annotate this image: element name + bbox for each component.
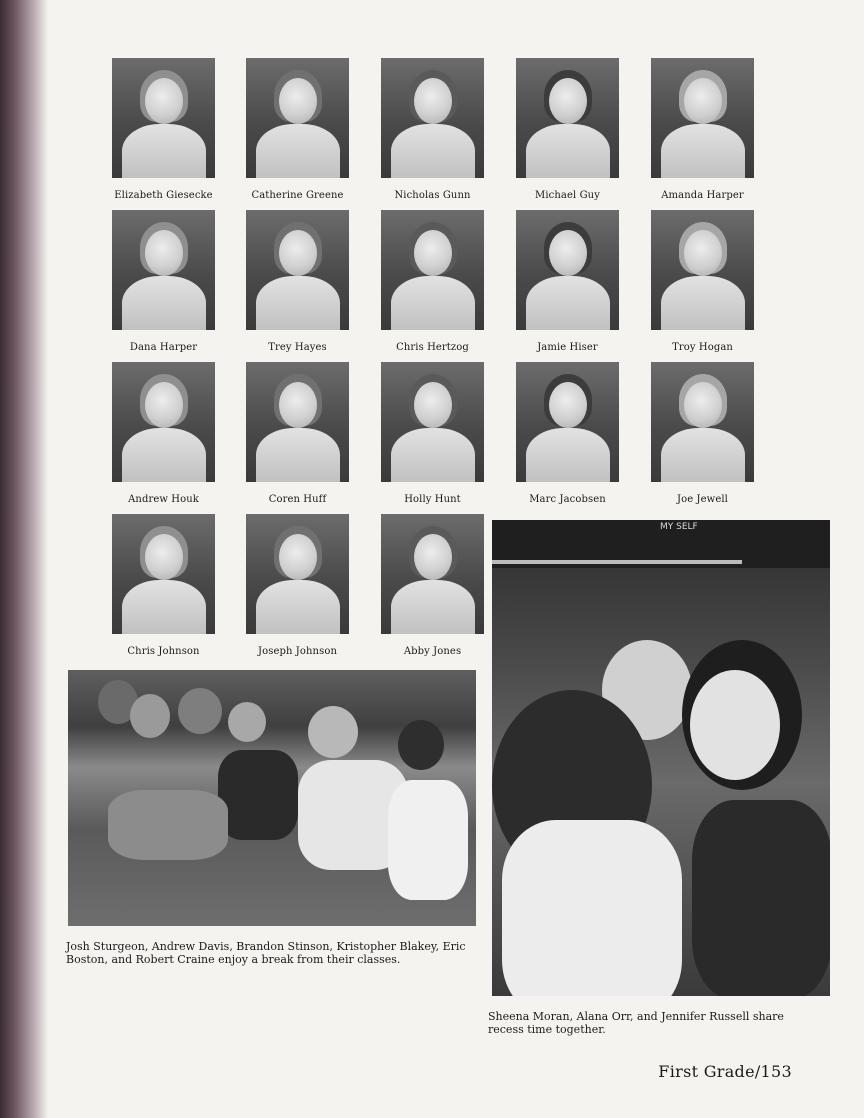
page-folio: First Grade/153 [658,1062,792,1081]
student-name: Elizabeth Giesecke [114,190,213,201]
portrait-photo [246,210,349,330]
student-name: Jamie Hiser [537,342,598,353]
portrait-photo [246,514,349,634]
portrait-photo [381,362,484,482]
recess-photo [492,520,830,996]
portrait-photo [246,58,349,178]
student-name: Abby Jones [403,646,462,657]
student-name: Coren Huff [268,494,327,505]
portrait-photo [112,210,215,330]
student-name: Joe Jewell [677,494,728,505]
student-name: Chris Hertzog [396,342,469,353]
portrait-photo [381,58,484,178]
portrait-photo [112,58,215,178]
student-name: Amanda Harper [661,190,744,201]
portrait-photo [651,210,754,330]
student-name: Joseph Johnson [257,646,337,657]
book-spine-shadow [0,0,48,1118]
portrait-photo [516,58,619,178]
portrait-photo [112,362,215,482]
student-name: Andrew Houk [128,494,199,505]
student-name: Trey Hayes [268,342,327,353]
student-name: Marc Jacobsen [529,494,606,505]
portrait-photo [246,362,349,482]
student-name: Holly Hunt [404,494,461,505]
recess-photo-caption: Sheena Moran, Alana Orr, and Jennifer Russell share recess time together. [488,1010,784,1036]
student-name: Michael Guy [535,190,600,201]
portrait-photo [651,362,754,482]
portrait-photo [381,514,484,634]
recess-sign-text: MY SELF [660,522,698,532]
group-photo-caption: Josh Sturgeon, Andrew Davis, Brandon Stinson, Kristopher Blakey, Eric Boston, and Robert Craine enjoy a break from their classes. [66,940,466,966]
portrait-photo [651,58,754,178]
student-name: Troy Hogan [672,342,733,353]
portrait-photo [516,210,619,330]
student-name: Dana Harper [129,342,198,353]
student-name: Chris Johnson [127,646,200,657]
student-name: Catherine Greene [251,190,344,201]
group-photo [68,670,476,926]
portrait-photo [112,514,215,634]
student-name: Nicholas Gunn [394,190,471,201]
portrait-photo [381,210,484,330]
portrait-photo [516,362,619,482]
